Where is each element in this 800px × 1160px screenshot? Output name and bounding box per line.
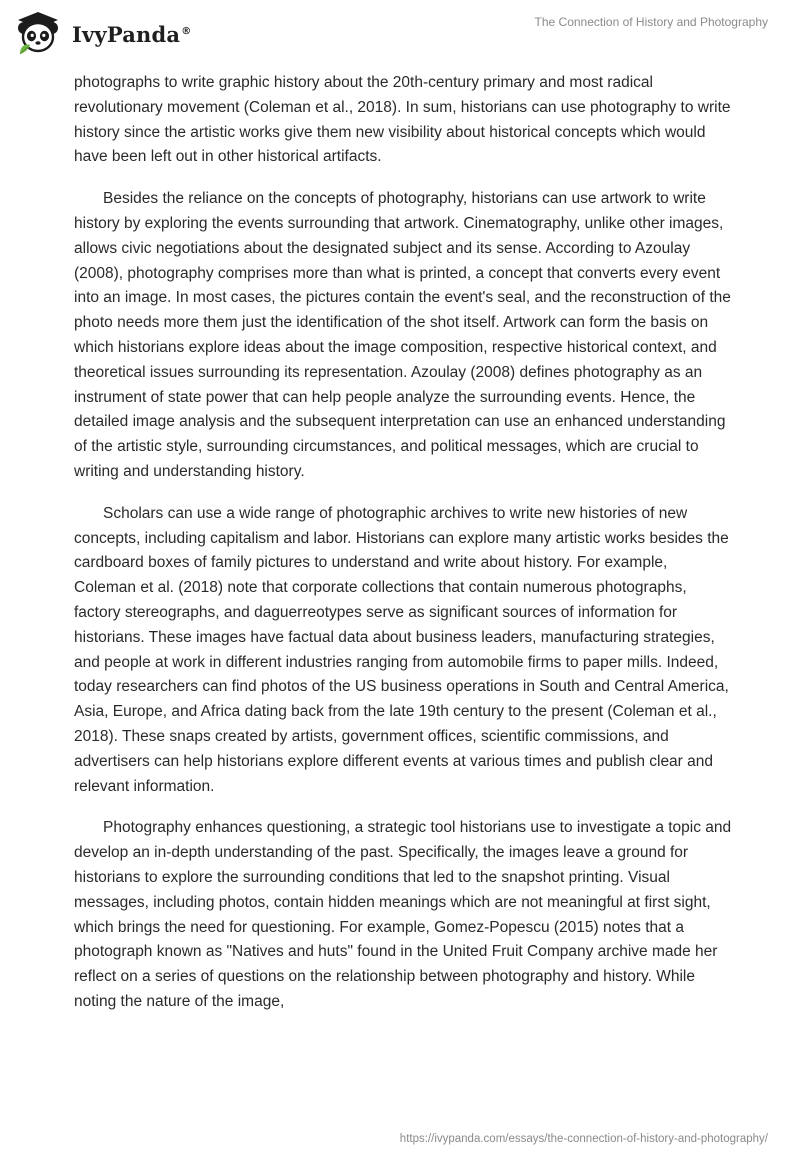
- essay-body: [74, 71, 732, 1032]
- paragraph-continuation: photographs to write graphic history about the 20th-century primary and most radical revolutionary movement (Coleman et al., 2018). In sum, historians can use photography to write history since the artistic works give them new visibility about historical concepts which would have been left out in other historical artifacts.: [74, 74, 731, 166]
- registered-mark: ®: [181, 25, 192, 37]
- document-title: The Connection of History and Photography: [534, 15, 768, 29]
- brand-name-text: IvyPanda: [72, 21, 181, 47]
- brand-name: [72, 22, 191, 47]
- paragraph-questioning: Photography enhances questioning, a strategic tool historians use to investigate a topic and develop an in-depth understanding of the past. Specifically, the images leave a ground for historians to explore the surrounding conditions that led to the snapshot printing. Visual messages, including photos, contain hidden meanings which are not meaningful at first sight, which brings the need for questioning. For example, Gomez-Popescu (2015) notes that a photograph known as "Natives and huts" found in the United Fruit Company archive made her reflect on a series of questions on the relationship between photography and history. While noting the nature of the image,: [74, 819, 732, 1010]
- paragraph-artwork-events: Besides the reliance on the concepts of photography, historians can use artwork to write history by exploring the events surrounding that artwork. Cinematography, unlike other images, allows civic negotiations about the designated subject and its sense. According to Azoulay (2008), photography comprises more than what is printed, a concept that converts every event into an image. In most cases, the pictures contain the event's seal, and the reconstruction of the photo needs more them just the identification of the shot itself. Artwork can form the basis on which historians explore ideas about the image composition, respective historical context, and theoretical issues surrounding its representation. Azoulay (2008) defines photography as an instrument of state power that can help people analyze the surrounding events. Hence, the detailed image analysis and the subsequent interpretation can use an enhanced understanding of the artistic style, surrounding circumstances, and political messages, which are crucial to writing and understanding history.: [74, 190, 731, 480]
- paragraph-photographic-archives: Scholars can use a wide range of photographic archives to write new histories of new concepts, including capitalism and labor. Historians can explore many artistic works besides the cardboard boxes of family pictures to understand and write about history. For example, Coleman et al. (2018) note that corporate collections that contain numerous photographs, factory stereographs, and daguerreotypes serve as significant sources of information for historians. These images have factual data about business leaders, manufacturing strategies, and people at work in different industries ranging from automobile firms to paper mills. Indeed, today researchers can find photos of the US business operations in South and Central America, Asia, Europe, and Africa dating back from the late 19th century to the present (Coleman et al., 2018). These snaps created by artists, government offices, scientific commissions, and advertisers can help historians explore different events at various times and publish clear and relevant information.: [74, 504, 729, 795]
- page-header: [0, 0, 800, 70]
- brand-logo[interactable]: [14, 10, 191, 56]
- source-url[interactable]: https://ivypanda.com/essays/the-connection-of-history-and-photography/: [399, 1133, 768, 1145]
- panda-graduate-icon: [14, 10, 62, 56]
